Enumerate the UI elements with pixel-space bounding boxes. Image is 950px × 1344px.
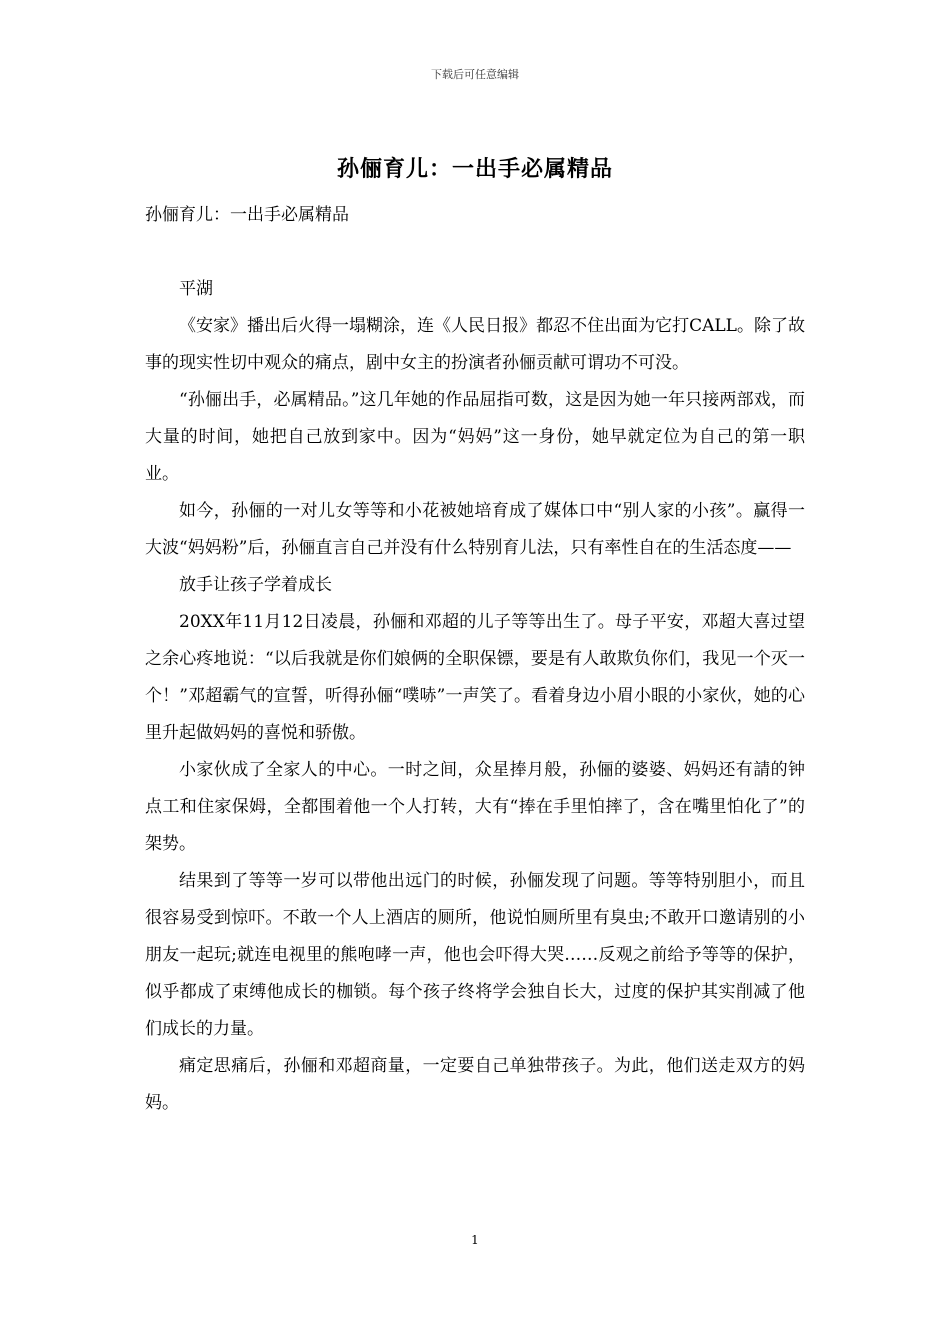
header-note: 下载后可任意编辑 xyxy=(431,68,519,81)
paragraph: 《安家》播出后火得一塌糊涂，连《人民日报》都忍不住出面为它打CALL。除了故事的现实性切中观众的痛点，剧中女主的扮演者孙俪贡献可谓功不可没。 xyxy=(145,316,805,373)
subtitle-line: 孙俪育儿：一出手必属精品 xyxy=(145,205,349,225)
paragraph: 小家伙成了全家人的中心。一时之间，众星捧月般，孙俪的婆婆、妈妈还有請的钟点工和住家保姆，全都围着他一个人打转，大有“捧在手里怕摔了，含在嘴里怕化了”的架势。 xyxy=(145,760,805,854)
paragraph: “孙俪出手，必属精品。”这几年她的作品屈指可数，这是因为她一年只接两部戏，而大量的时间，她把自己放到家中。因为“妈妈”这一身份，她早就定位为自己的第一职业。 xyxy=(145,390,805,484)
document-body xyxy=(145,197,805,1122)
paragraph: 结果到了等等一岁可以带他出远门的时候，孙俪发现了问题。等等特别胆小，而且很容易受到惊吓。不敢一个人上酒店的厕所，他说怕厕所里有臭虫;不敢开口邀请别的小朋友一起玩;就连电视里的熊咆哮一声，他也会吓得大哭……反观之前给予等等的保护，似乎都成了束缚他成长的枷锁。每个孩子终将学会独自长大，过度的保护其实削减了他们成长的力量。 xyxy=(145,871,805,1039)
document-title: 孙俪育儿：一出手必属精品 xyxy=(336,156,613,182)
author-line: 平湖 xyxy=(179,279,213,299)
section-heading: 放手让孩子学着成长 xyxy=(179,575,332,595)
blank-line xyxy=(145,234,805,271)
paragraph: 20XX年11月12日凌晨，孙俪和邓超的儿子等等出生了。母子平安，邓超大喜过望之余心疼地说：“以后我就是你们娘俩的全职保镖，要是有人敢欺负你们，我见一个灭一个！”邓超霸气的宣誓，听得孙俪“噗哧”一声笑了。看着身边小眉小眼的小家伙，她的心里升起做妈妈的喜悦和骄傲。 xyxy=(145,612,805,743)
page-number: 1 xyxy=(471,1233,479,1247)
paragraph: 痛定思痛后，孙俪和邓超商量，一定要自己单独带孩子。为此，他们送走双方的妈妈。 xyxy=(145,1056,805,1113)
paragraph: 如今，孙俪的一对儿女等等和小花被她培育成了媒体口中“别人家的小孩”。赢得一大波“妈妈粉”后，孙俪直言自己并没有什么特别育儿法，只有率性自在的生活态度—— xyxy=(145,501,805,558)
